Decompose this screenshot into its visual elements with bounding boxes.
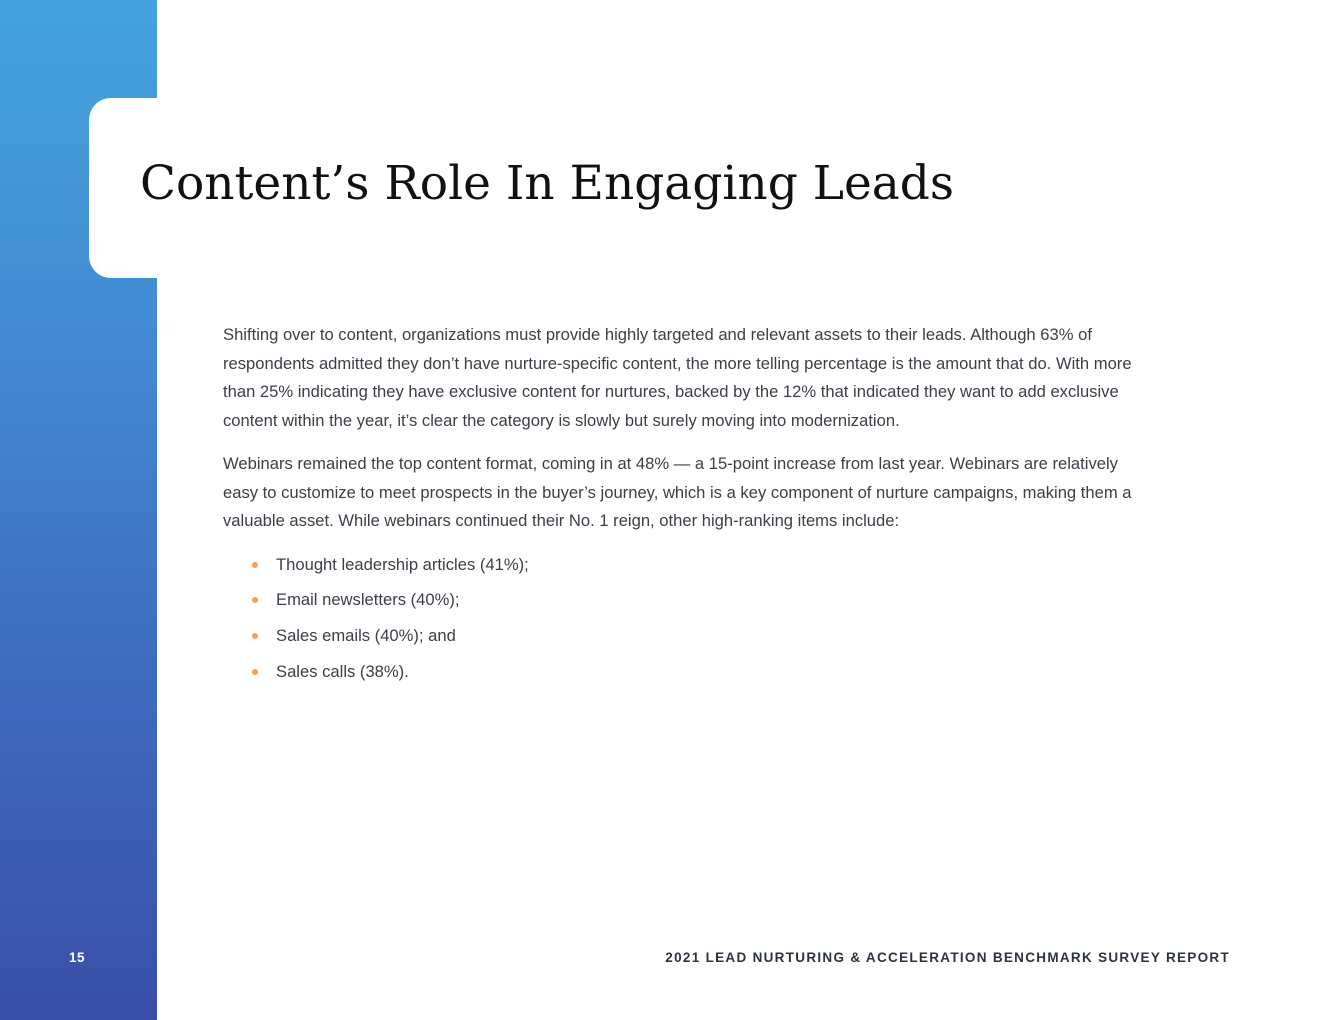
list-item: [223, 658, 1153, 694]
bullet-dot-icon: [252, 562, 258, 568]
list-item-text: Thought leadership articles (41%);: [276, 554, 529, 574]
list-item: [223, 622, 1153, 658]
list-item: [223, 551, 1153, 587]
list-item-text: Sales calls (38%).: [276, 661, 409, 681]
paragraph-1: Shifting over to content, organizations must provide highly targeted and relevant assets to their leads. Although 63% of respondents admitted they don’t have nurture-specific content, the more telling percentage is the amount that do. With more than 25% indicating they have exclusive content for nurtures, backed by the 12% that indicated they want to add exclusive content within the year, it’s clear the category is slowly but surely moving into modernization.: [223, 325, 1132, 430]
content-format-list: [223, 551, 1153, 694]
page-title: Content’s Role In Engaging Leads: [140, 156, 954, 211]
list-item-text: Sales emails (40%); and: [276, 625, 456, 645]
page-number: 15: [69, 950, 86, 965]
paragraph-2: Webinars remained the top content format, coming in at 48% — a 15-point increase from last year. Webinars are relatively easy to customize to meet prospects in the buyer’s journey, which is a key component of nurture campaigns, making them a valuable asset. While webinars continued their No. 1 reign, other high-ranking items include:: [223, 454, 1132, 530]
list-item: [223, 586, 1153, 622]
body-content: [223, 321, 1153, 693]
report-title: 2021 LEAD NURTURING & ACCELERATION BENCHMARK SURVEY REPORT: [665, 950, 1230, 965]
list-item-text: Email newsletters (40%);: [276, 590, 460, 610]
bullet-dot-icon: [252, 633, 258, 639]
bullet-dot-icon: [252, 597, 258, 603]
bullet-dot-icon: [252, 669, 258, 675]
